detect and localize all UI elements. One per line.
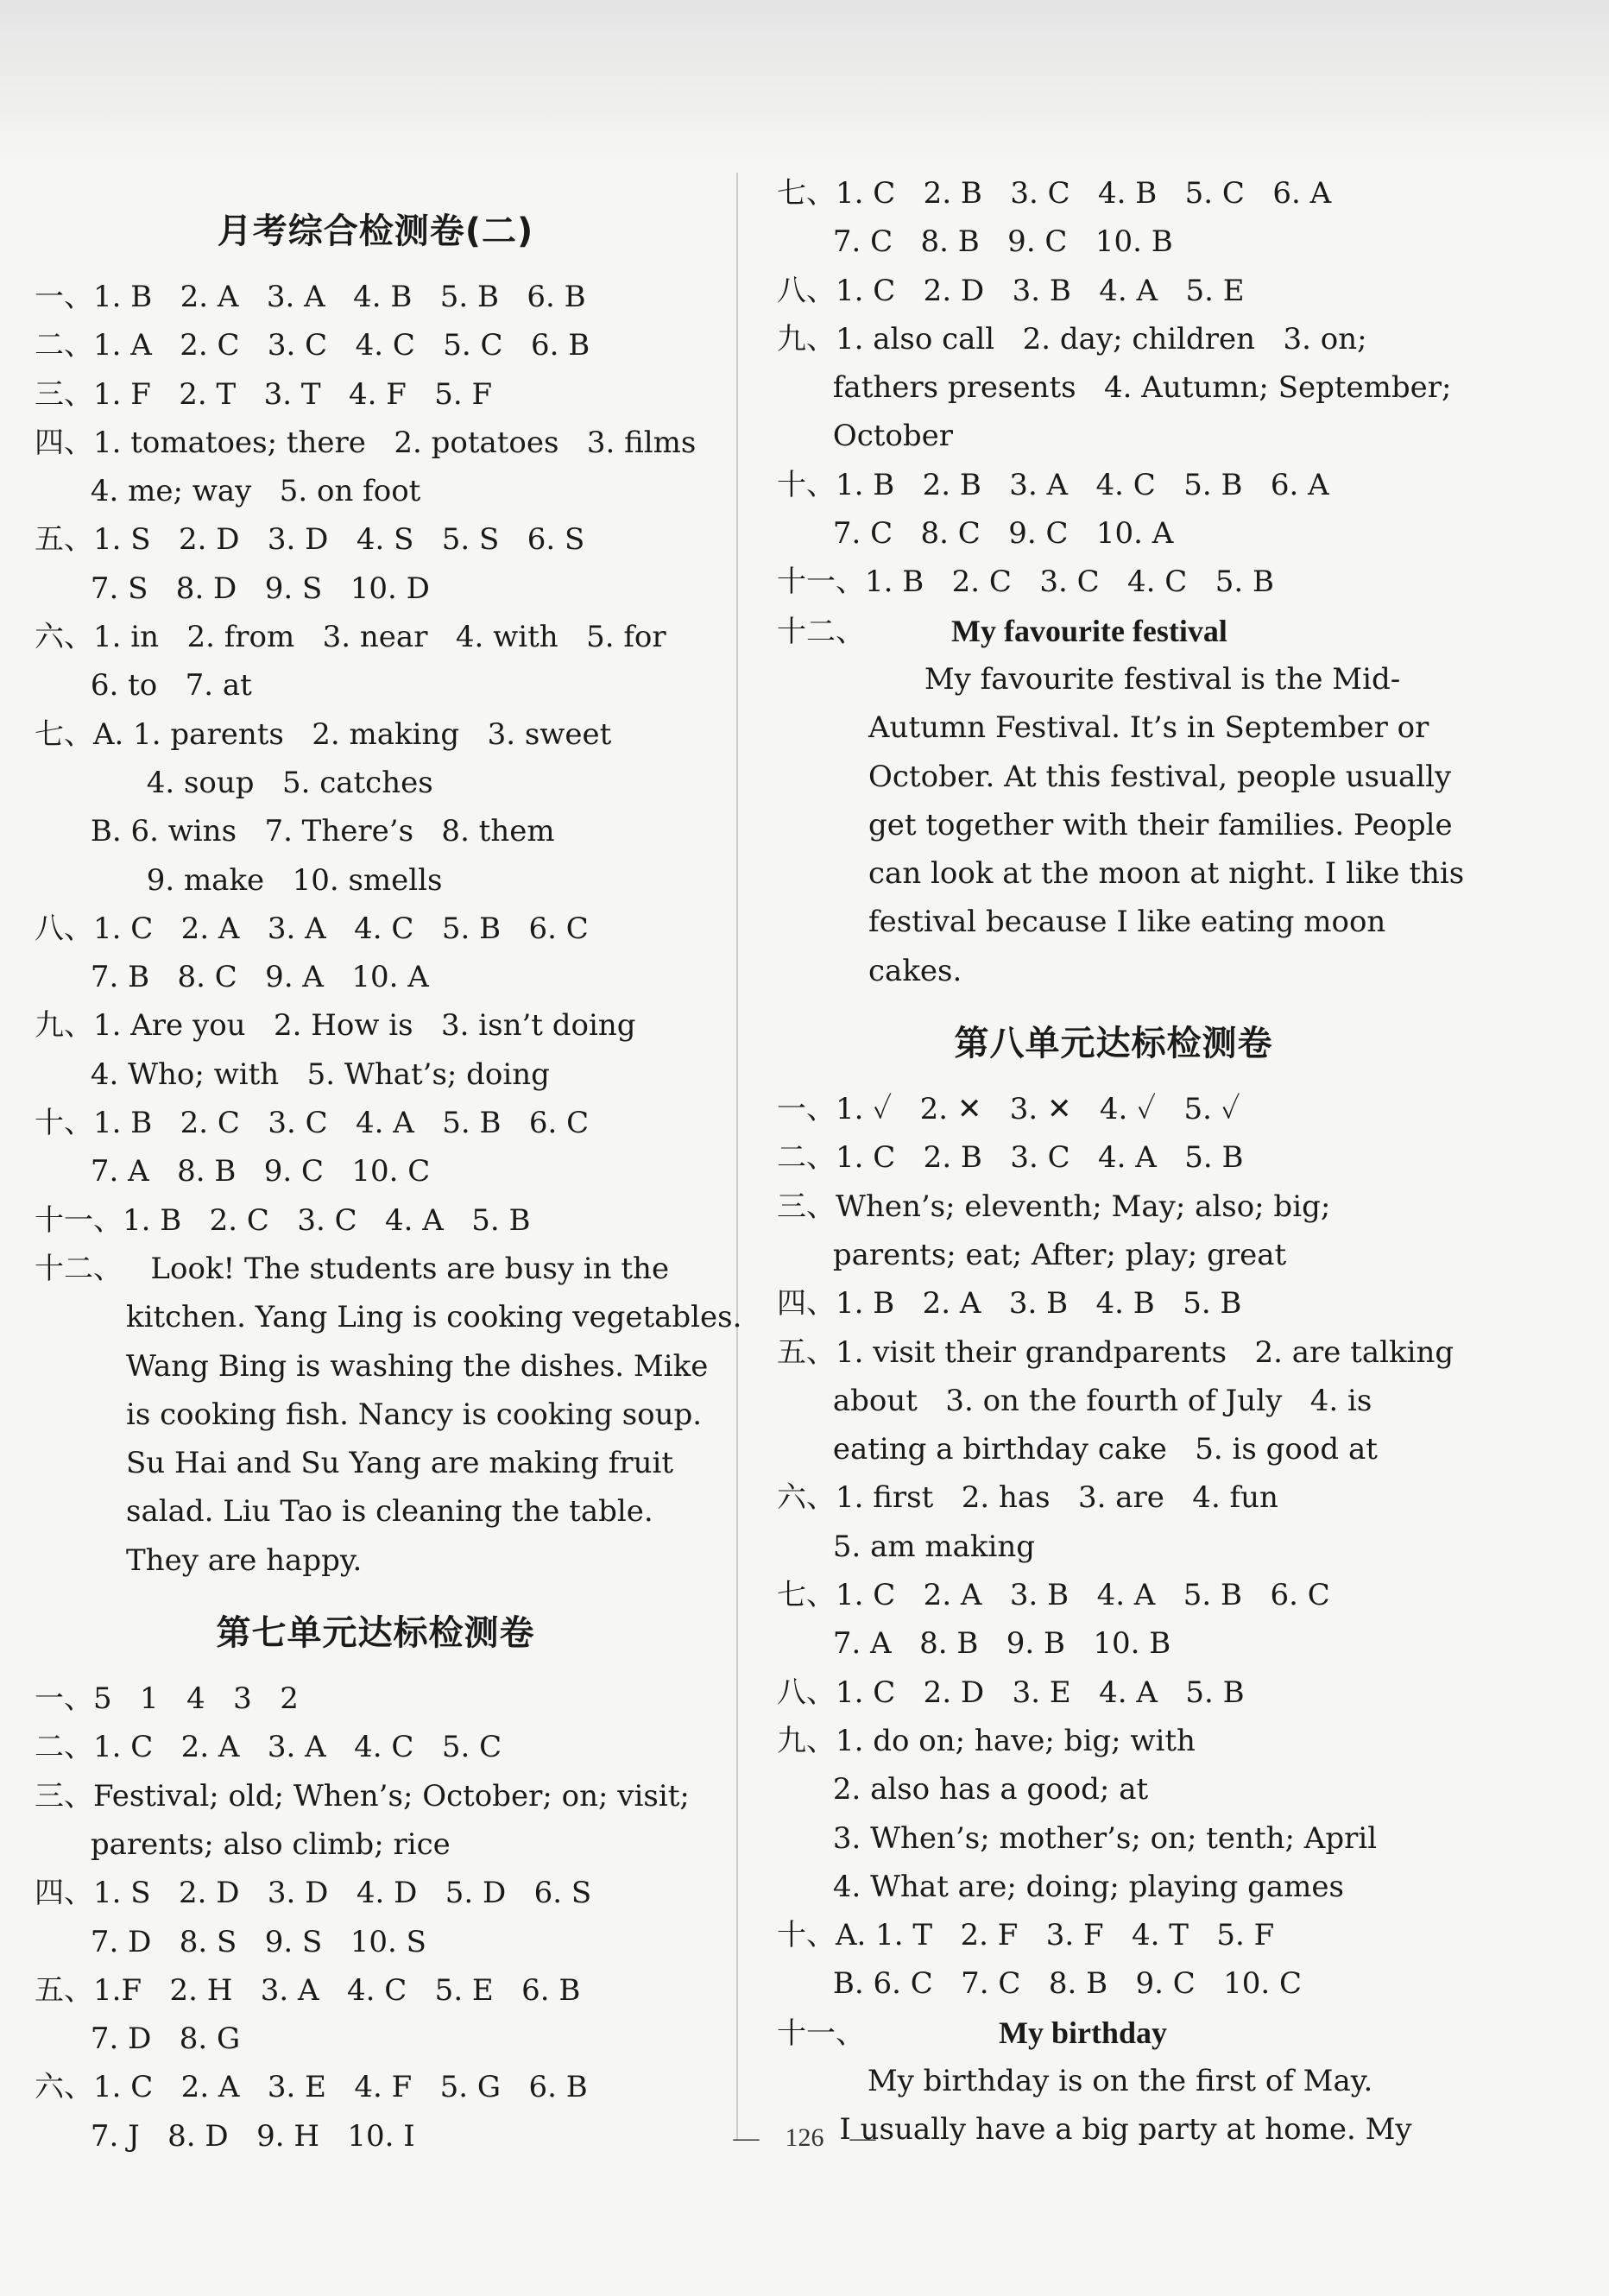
essay-line: Wang Bing is washing the dishes. Mike xyxy=(126,1348,709,1384)
essay-line: My birthday is on the first of May. xyxy=(811,2063,1373,2098)
answer-line: eating a birthday cake 5. is good at xyxy=(777,1432,1378,1467)
answer-line: 7. A 8. B 9. B 10. B xyxy=(777,1626,1171,1662)
answers-unit-7 xyxy=(35,1675,716,2160)
answer-line: 七、1. C 2. A 3. B 4. A 5. B 6. C xyxy=(777,1578,1330,1613)
answer-line: 一、1. B 2. A 3. A 4. B 5. B 6. B xyxy=(35,280,586,314)
essay-label: 十一、 xyxy=(777,2015,865,2051)
answer-line: 7. D 8. S 9. S 10. S xyxy=(35,1924,426,1959)
essay-line: salad. Liu Tao is cleaning the table. xyxy=(126,1494,653,1530)
section-title-monthly-test-2: 月考综合检测卷(二) xyxy=(217,211,534,251)
section-title-unit-7: 第七单元达标检测卷 xyxy=(216,1613,535,1654)
answer-line: 九、1. do on; have; big; with xyxy=(777,1723,1196,1758)
answer-line: 十一、1. B 2. C 3. C 4. C 5. B xyxy=(777,565,1274,600)
answer-line: 四、1. B 2. A 3. B 4. B 5. B xyxy=(777,1286,1242,1321)
answer-line: 7. C 8. C 9. C 10. A xyxy=(777,516,1174,552)
answer-line: 二、1. A 2. C 3. C 4. C 5. C 6. B xyxy=(35,328,590,363)
answer-line: 十、1. B 2. C 3. C 4. A 5. B 6. C xyxy=(35,1106,590,1141)
answer-line: 2. also has a good; at xyxy=(777,1772,1149,1807)
answer-line: 十、1. B 2. B 3. A 4. C 5. B 6. A xyxy=(777,467,1329,502)
answer-line: 4. me; way 5. on foot xyxy=(35,474,421,509)
answer-line: 7. D 8. G xyxy=(35,2022,241,2057)
answer-line: 二、1. C 2. B 3. C 4. A 5. B xyxy=(777,1140,1244,1176)
essay-line: Su Hai and Su Yang are making fruit xyxy=(126,1446,674,1481)
essay-row xyxy=(35,1245,716,1293)
essay-title-favourite-festival: My favourite festival xyxy=(951,613,1227,648)
answer-line: B. 6. C 7. C 8. B 9. C 10. C xyxy=(777,1966,1303,2002)
answer-line: 7. B 8. C 9. A 10. A xyxy=(35,960,429,995)
answer-line: fathers presents 4. Autumn; September; xyxy=(777,370,1452,406)
answer-line: 一、5 1 4 3 2 xyxy=(35,1681,299,1717)
answer-line: 7. J 8. D 9. H 10. I xyxy=(35,2118,415,2154)
answer-line: 三、Festival; old; When’s; October; on; visit; xyxy=(35,1778,690,1813)
answer-line: 五、1. visit their grandparents 2. are talking xyxy=(777,1334,1454,1370)
answer-line: 四、1. S 2. D 3. D 4. D 5. D 6. S xyxy=(35,1876,592,1911)
essay-title-my-birthday: My birthday xyxy=(999,2015,1168,2050)
essay-text-kitchen xyxy=(35,1293,742,1585)
answer-line: 八、1. C 2. A 3. A 4. C 5. B 6. C xyxy=(35,911,589,946)
essay-label: 十二、 xyxy=(35,1251,123,1286)
answer-line: 7. S 8. D 9. S 10. D xyxy=(35,571,430,606)
essay-line: get together with their families. People xyxy=(868,807,1453,842)
essay-line: October. At this festival, people usually xyxy=(868,759,1452,794)
essay-label: 十二、 xyxy=(777,614,865,649)
essay-text-festival xyxy=(777,655,1465,995)
answer-line: 十一、1. B 2. C 3. C 4. A 5. B xyxy=(35,1202,531,1238)
answer-line: 六、1. first 2. has 3. are 4. fun xyxy=(777,1480,1278,1516)
answer-line: 九、1. also call 2. day; children 3. on; xyxy=(777,321,1367,356)
answer-line: 二、1. C 2. A 3. A 4. C 5. C xyxy=(35,1730,502,1765)
section-title-unit-8: 第八单元达标检测卷 xyxy=(954,1024,1273,1064)
essay-heading-row xyxy=(777,607,1450,655)
answer-line: 4. Who; with 5. What’s; doing xyxy=(35,1057,550,1092)
essay-line: cakes. xyxy=(868,953,962,988)
answer-line: October xyxy=(777,419,954,454)
answer-line: 十、A. 1. T 2. F 3. F 4. T 5. F xyxy=(777,1918,1275,1953)
essay-line: Look! The students are busy in the xyxy=(123,1251,670,1286)
answers-monthly-test-2 xyxy=(35,273,716,1245)
answer-line: 6. to 7. at xyxy=(35,668,252,703)
answer-line: 7. A 8. B 9. C 10. C xyxy=(35,1154,431,1189)
answer-line: 七、A. 1. parents 2. making 3. sweet xyxy=(35,716,612,752)
answer-line: 9. make 10. smells xyxy=(35,862,443,898)
essay-line: kitchen. Yang Ling is cooking vegetables. xyxy=(126,1300,742,1335)
answer-line: 五、1.F 2. H 3. A 4. C 5. E 6. B xyxy=(35,1972,581,2008)
answer-line: 7. C 8. B 9. C 10. B xyxy=(777,224,1173,260)
answers-unit-8 xyxy=(777,1085,1454,2009)
answer-line: 六、1. in 2. from 3. near 4. with 5. for xyxy=(35,620,666,655)
essay-line: Autumn Festival. It’s in September or xyxy=(868,710,1429,746)
column-divider xyxy=(736,173,738,2141)
answer-line: 八、1. C 2. D 3. E 4. A 5. B xyxy=(777,1675,1245,1710)
page-number: — 126 — xyxy=(0,2123,1609,2153)
answer-line: parents; eat; After; play; great xyxy=(777,1237,1287,1272)
answer-line: 三、When’s; eleventh; May; also; big; xyxy=(777,1189,1331,1224)
essay-line: festival because I like eating moon xyxy=(868,905,1386,940)
answer-line: B. 6. wins 7. There’s 8. them xyxy=(35,814,555,849)
answer-line: 3. When’s; mother’s; on; tenth; April xyxy=(777,1820,1378,1856)
answer-line: 4. What are; doing; playing games xyxy=(777,1869,1344,1904)
essay-line: can look at the moon at night. I like this xyxy=(868,856,1465,892)
answer-line: 五、1. S 2. D 3. D 4. S 5. S 6. S xyxy=(35,522,585,558)
answer-line: 八、1. C 2. D 3. B 4. A 5. E xyxy=(777,273,1245,308)
answers-monthly-test-2-continued xyxy=(777,169,1450,607)
essay-line: I usually have a big party at home. My xyxy=(811,2112,1412,2148)
answer-line: 4. soup 5. catches xyxy=(35,765,433,800)
answer-line: 九、1. Are you 2. How is 3. isn’t doing xyxy=(35,1008,636,1044)
answer-line: 三、1. F 2. T 3. T 4. F 5. F xyxy=(35,376,493,412)
page-header-shade xyxy=(0,0,1609,164)
answer-line: 四、1. tomatoes; there 2. potatoes 3. films xyxy=(35,425,697,460)
essay-line: They are happy. xyxy=(126,1542,363,1578)
essay-line: My favourite festival is the Mid- xyxy=(868,661,1401,697)
answer-line: 一、1. ✓ 2. ✕ 3. ✕ 4. ✓ 5. ✓ xyxy=(777,1092,1240,1127)
answer-line: about 3. on the fourth of July 4. is xyxy=(777,1383,1372,1418)
essay-line: is cooking fish. Nancy is cooking soup. xyxy=(126,1397,703,1432)
essay-heading-row xyxy=(777,2009,1450,2057)
answer-line: 七、1. C 2. B 3. C 4. B 5. C 6. A xyxy=(777,176,1332,211)
answer-line: 5. am making xyxy=(777,1529,1036,1564)
right-column xyxy=(777,169,1465,2154)
answer-line: 六、1. C 2. A 3. E 4. F 5. G 6. B xyxy=(35,2070,588,2105)
left-column xyxy=(35,190,742,2160)
answer-line: parents; also climb; rice xyxy=(35,1826,451,1862)
